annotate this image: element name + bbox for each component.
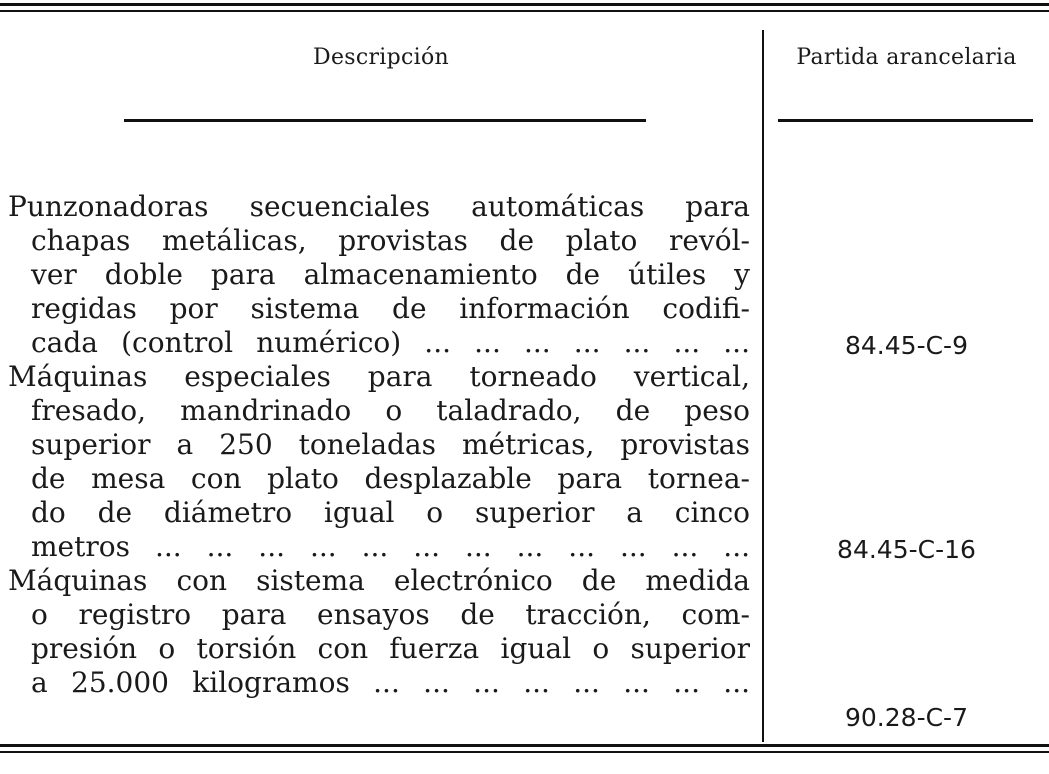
row-3-line-4: a 25.000 kilogramos ... ... ... ... ... ... ... ... <box>31 666 750 699</box>
row-2-line-4: de mesa con plato desplazable para tornea- <box>31 462 750 495</box>
table-row-1-code: 84.45-C-9 <box>845 331 968 360</box>
top-rule <box>0 3 1049 6</box>
header-rule-description <box>124 119 646 122</box>
row-2-line-6: metros ... ... ... ... ... ... ... ... ... ... ... ... <box>31 530 750 563</box>
row-1-line-5: cada (control numérico) ... ... ... ... ... ... ... <box>31 326 750 359</box>
row-1-line-3: ver doble para almacenamiento de útiles y <box>31 258 750 291</box>
column-separator <box>762 30 764 742</box>
row-2-line-2: fresado, mandrinado o taladrado, de peso <box>31 394 750 427</box>
row-3-line-2: o registro para ensayos de tracción, com- <box>31 598 750 631</box>
bottom-rule <box>0 744 1049 747</box>
table-row-2-code: 84.45-C-16 <box>837 535 976 564</box>
top-rule-inner <box>0 10 1049 12</box>
header-rule-tariff <box>778 119 1033 122</box>
row-2-line-5: do de diámetro igual o superior a cinco <box>31 496 750 529</box>
row-3-line-1: Máquinas con sistema electrónico de medida <box>8 564 750 597</box>
table-row-3-code: 90.28-C-7 <box>845 703 968 732</box>
row-1-line-2: chapas metálicas, provistas de plato revól- <box>31 224 750 257</box>
table-row-1-description <box>8 190 750 360</box>
row-3-line-3: presión o torsión con fuerza igual o superior <box>31 632 750 665</box>
row-2-line-1: Máquinas especiales para torneado vertical, <box>8 360 750 393</box>
row-1-line-1: Punzonadoras secuenciales automáticas para <box>8 190 750 223</box>
row-1-line-4: regidas por sistema de información codifi- <box>31 292 750 325</box>
header-tariff: Partida arancelaria <box>796 45 1017 70</box>
row-2-line-3: superior a 250 toneladas métricas, provistas <box>31 428 750 461</box>
bottom-rule-inner <box>0 751 1049 753</box>
header-description: Descripción <box>313 45 449 70</box>
table-row-3-description <box>8 564 750 700</box>
table-row-2-description <box>8 360 750 564</box>
